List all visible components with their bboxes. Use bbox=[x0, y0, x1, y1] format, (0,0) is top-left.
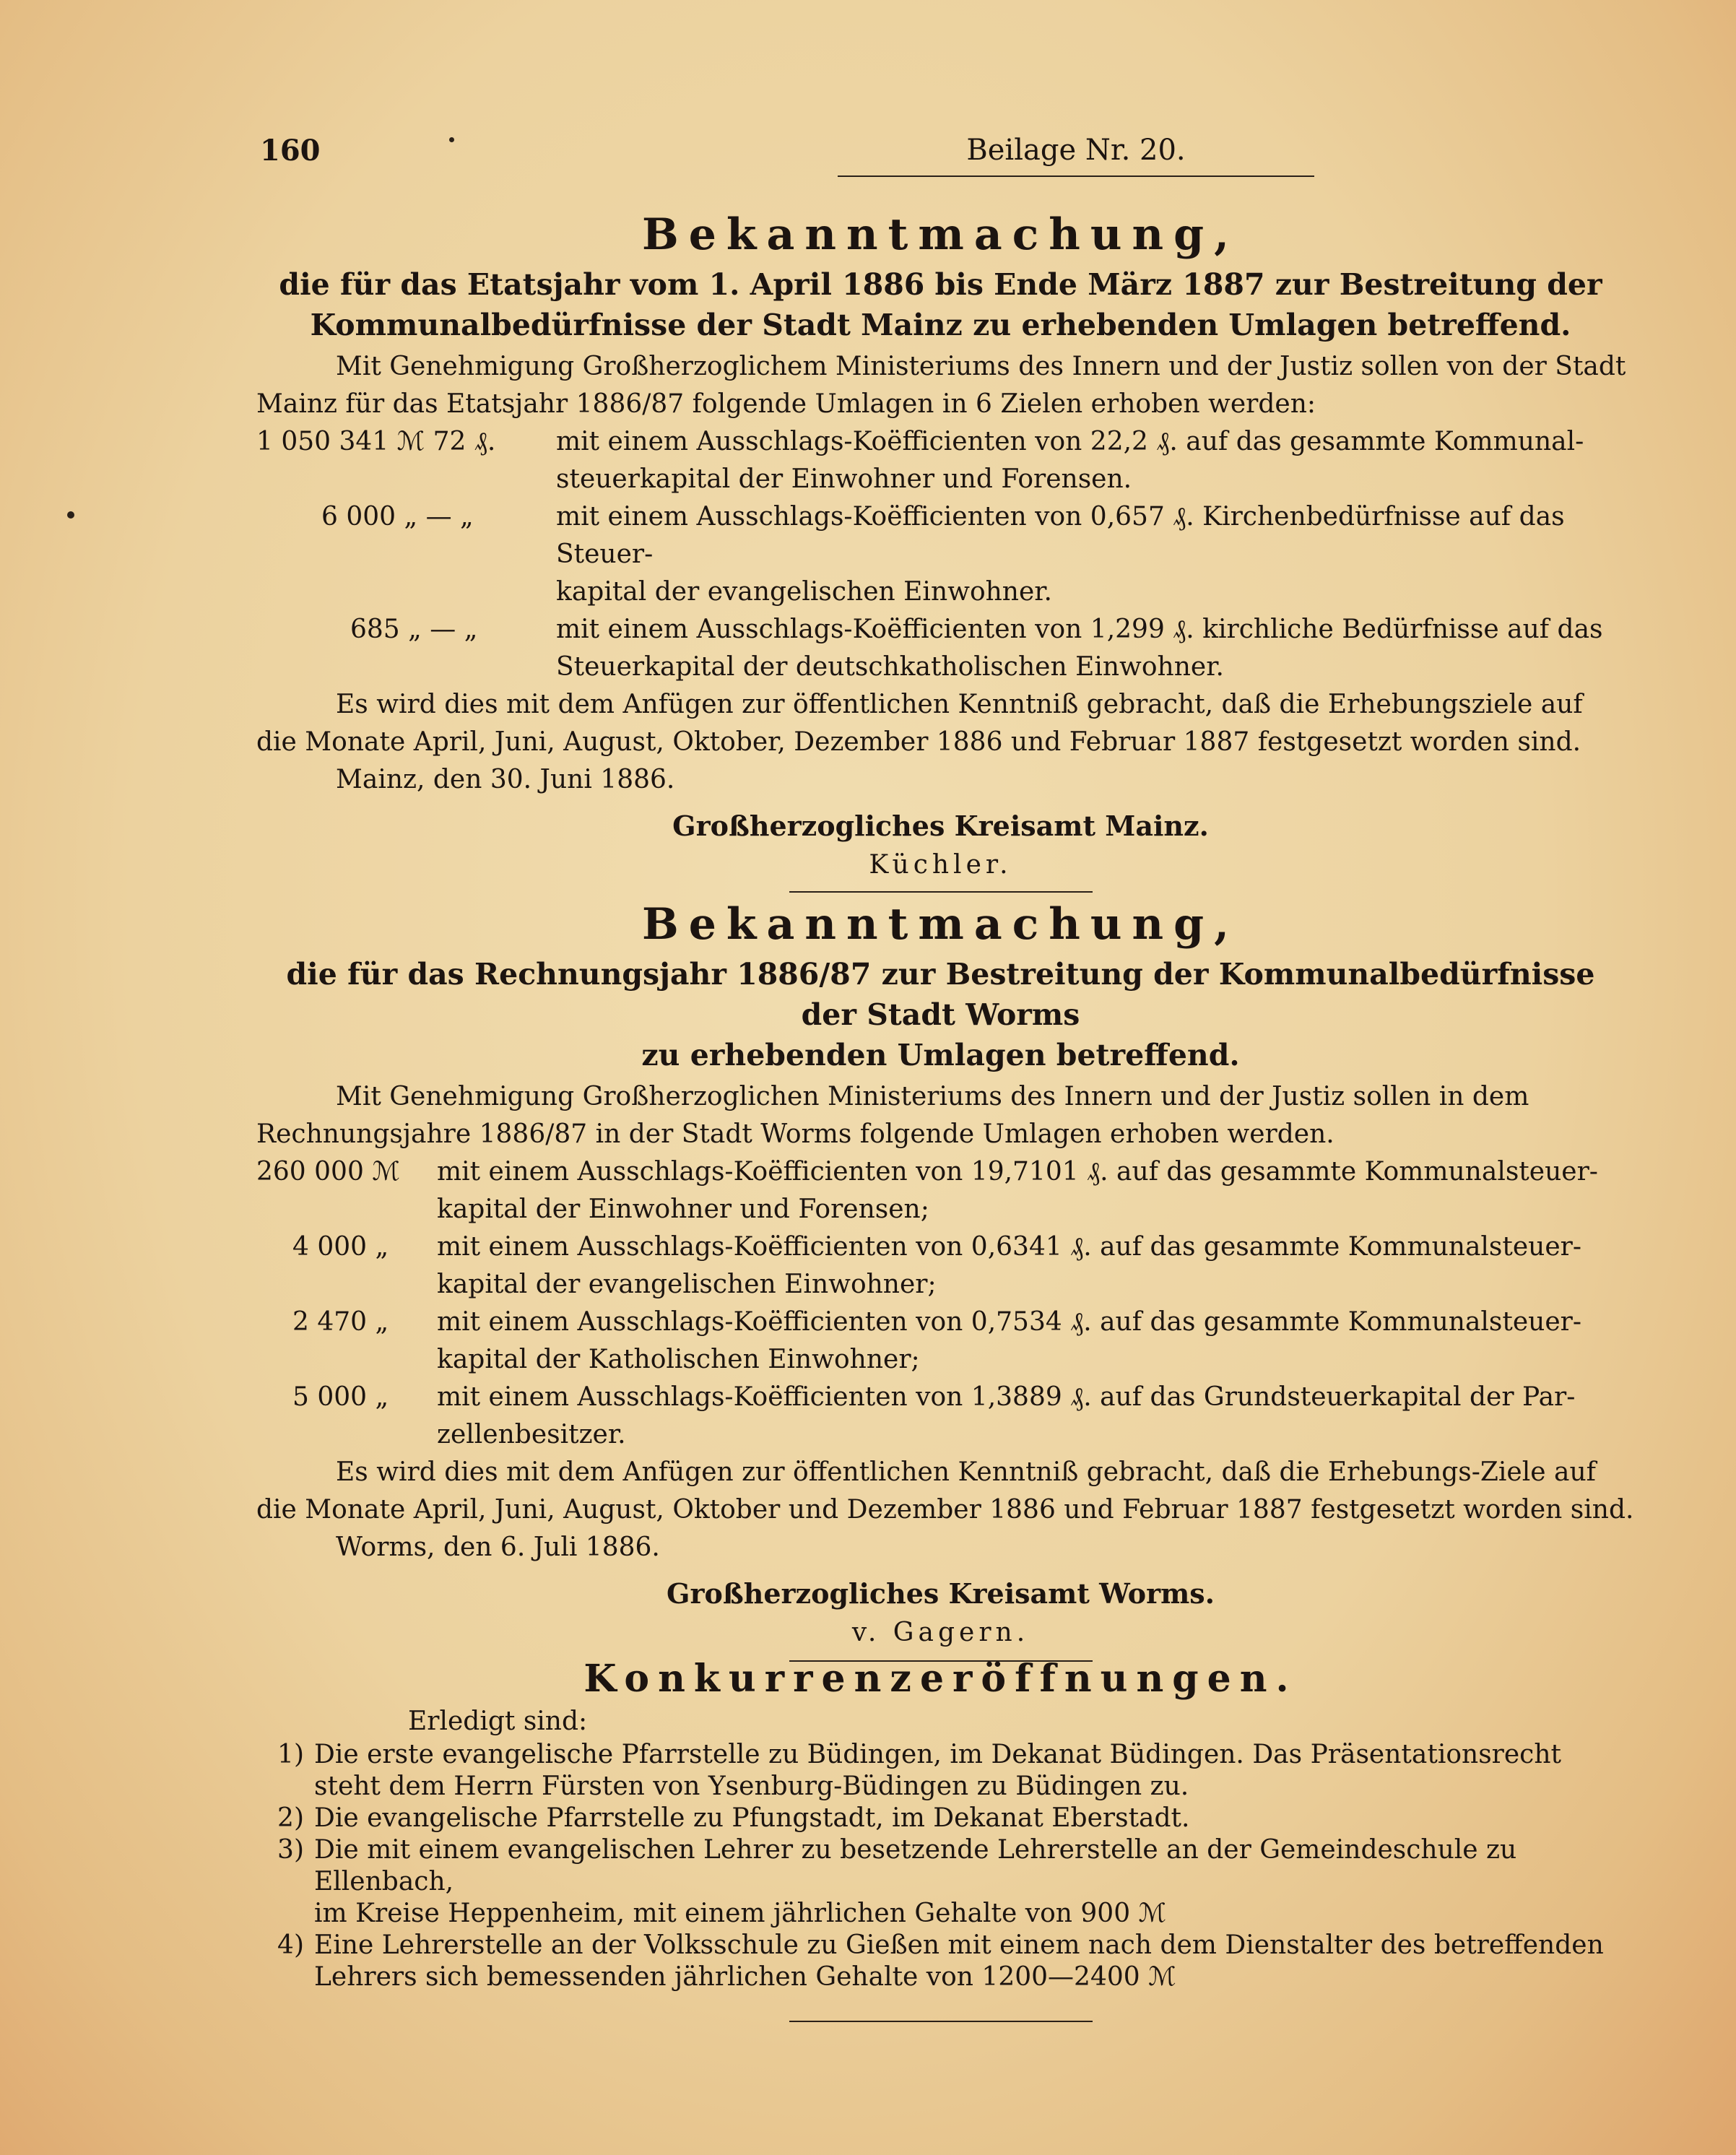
levy-text: kapital der Einwohner und Forensen; bbox=[437, 1194, 929, 1224]
levy-text: steuerkapital der Einwohner und Forensen. bbox=[556, 464, 1132, 494]
vacancy-text: Die mit einem evangelischen Lehrer zu besetzende Lehrerstelle an der Gemeindeschule zu Ellenbach, bbox=[314, 1835, 1517, 1896]
vacancy-text: Eine Lehrerstelle an der Volksschule zu Gießen mit einem nach dem Dienstalter des betreffenden bbox=[314, 1930, 1604, 1960]
header-underline bbox=[838, 175, 1314, 177]
levy-item bbox=[256, 1228, 1625, 1304]
levy-item bbox=[256, 498, 1625, 611]
levy-item bbox=[256, 611, 1625, 686]
levy-amount: 685 „ — „ bbox=[350, 615, 478, 644]
levy-text: Steuerkapital der deutschkatholischen Einwohner. bbox=[556, 652, 1224, 682]
section-divider bbox=[789, 2021, 1093, 2022]
notice-closing: Es wird dies mit dem Anfügen zur öffentlichen Kenntniß gebracht, daß die Erhebungs-Ziele auf bbox=[336, 1457, 1596, 1487]
notice-intro: Mit Genehmigung Großherzoglichem Ministeriums des Innern und der Justiz sollen von der Stadt bbox=[336, 352, 1626, 381]
notice-closing: Es wird dies mit dem Anfügen zur öffentlichen Kenntniß gebracht, daß die Erhebungsziele auf bbox=[336, 690, 1583, 719]
levy-text: mit einem Ausschlags-Koëfficienten von 1,299 ₰. kirchliche Bedürfnisse auf das bbox=[556, 615, 1603, 644]
notice-intro: Mainz für das Etatsjahr 1886/87 folgende Umlagen in 6 Zielen erhoben werden: bbox=[256, 389, 1316, 419]
levy-item bbox=[256, 1379, 1625, 1454]
notice-subtitle: die für das Etatsjahr vom 1. April 1886 bis Ende März 1887 zur Bestreitung der bbox=[279, 267, 1602, 302]
place-date: Worms, den 6. Juli 1886. bbox=[336, 1532, 660, 1562]
levy-text: kapital der evangelischen Einwohner. bbox=[556, 577, 1052, 607]
notice-subtitle: zu erhebenden Umlagen betreffend. bbox=[641, 1038, 1240, 1072]
notice-subtitle: die für das Rechnungsjahr 1886/87 zur Bestreitung der Kommunalbedürfnisse der Stadt Worms bbox=[286, 957, 1595, 1032]
notice-title: Bekanntmachung, bbox=[642, 209, 1239, 260]
vacancy-text: Lehrers sich bemessenden jährlichen Gehalte von 1200—2400 ℳ bbox=[314, 1962, 1176, 1992]
vacancy-item bbox=[256, 1834, 1625, 1930]
section-divider bbox=[789, 891, 1093, 893]
notice-title: Bekanntmachung, bbox=[642, 899, 1239, 950]
levy-text: mit einem Ausschlags-Koëfficienten von 0,657 ₰. Kirchenbedürfnisse auf das Steuer- bbox=[556, 502, 1565, 569]
levy-text: mit einem Ausschlags-Koëfficienten von 1,3889 ₰. auf das Grundsteuerkapital der Par- bbox=[437, 1382, 1576, 1412]
levy-amount: 260 000 ℳ bbox=[256, 1157, 400, 1187]
notice-subtitle: Kommunalbedürfnisse der Stadt Mainz zu erhebenden Umlagen betreffend. bbox=[310, 308, 1571, 342]
issuing-office: Großherzogliches Kreisamt Mainz. bbox=[672, 810, 1209, 842]
levy-amount: 5 000 „ bbox=[292, 1382, 389, 1412]
levy-item bbox=[256, 423, 1625, 498]
vacancy-item bbox=[256, 1803, 1625, 1834]
ink-speck bbox=[67, 511, 74, 519]
levy-text: mit einem Ausschlags-Koëfficienten von 22,2 ₰. auf das gesammte Kommunal- bbox=[556, 427, 1584, 456]
levy-amount: 4 000 „ bbox=[292, 1232, 389, 1262]
notice-closing: die Monate April, Juni, August, Oktober, Dezember 1886 und Februar 1887 festgesetzt worden sind. bbox=[256, 727, 1581, 757]
page-number: 160 bbox=[260, 134, 321, 168]
vacancy-number: 4) bbox=[277, 1930, 304, 1960]
vacancy-text: Die erste evangelische Pfarrstelle zu Büdingen, im Dekanat Büdingen. Das Präsentationsrecht bbox=[314, 1740, 1561, 1769]
notice-mainz bbox=[256, 209, 1625, 893]
vacancies-section bbox=[256, 1654, 1625, 2022]
levy-text: kapital der Katholischen Einwohner; bbox=[437, 1345, 920, 1374]
levy-amount: 2 470 „ bbox=[292, 1307, 389, 1337]
signer: v. Gagern. bbox=[851, 1618, 1030, 1647]
vacancy-number: 2) bbox=[277, 1803, 304, 1833]
levy-amount: 1 050 341 ℳ 72 ₰. bbox=[256, 427, 496, 456]
place-date: Mainz, den 30. Juni 1886. bbox=[336, 765, 675, 794]
vacancy-text: steht dem Herrn Fürsten von Ysenburg-Büdingen zu Büdingen zu. bbox=[314, 1772, 1189, 1801]
vacancy-item bbox=[256, 1739, 1625, 1803]
notice-closing: die Monate April, Juni, August, Oktober und Dezember 1886 und Februar 1887 festgesetzt worden sind. bbox=[256, 1495, 1634, 1525]
vacancy-number: 1) bbox=[277, 1740, 304, 1769]
levy-text: mit einem Ausschlags-Koëfficienten von 0,7534 ₰. auf das gesammte Kommunalsteuer- bbox=[437, 1307, 1582, 1337]
levy-text: mit einem Ausschlags-Koëfficienten von 0,6341 ₰. auf das gesammte Kommunalsteuer- bbox=[437, 1232, 1582, 1262]
running-title: Beilage Nr. 20. bbox=[966, 134, 1186, 167]
notice-intro: Rechnungsjahre 1886/87 in der Stadt Worms folgende Umlagen erhoben werden. bbox=[256, 1119, 1334, 1149]
levy-text: zellenbesitzer. bbox=[437, 1420, 626, 1449]
levy-item bbox=[256, 1153, 1625, 1228]
vacancy-number: 3) bbox=[277, 1835, 304, 1865]
section-title: Konkurrenzeröffnungen. bbox=[583, 1657, 1298, 1701]
notice-worms bbox=[256, 899, 1634, 1662]
vacancies-intro: Erledigt sind: bbox=[408, 1707, 588, 1736]
issuing-office: Großherzogliches Kreisamt Worms. bbox=[667, 1577, 1215, 1610]
vacancy-text: Die evangelische Pfarrstelle zu Pfungstadt, im Dekanat Eberstadt. bbox=[314, 1803, 1190, 1833]
levy-amount: 6 000 „ — „ bbox=[321, 502, 474, 532]
page-header bbox=[260, 134, 1632, 177]
levy-item bbox=[256, 1304, 1625, 1379]
signer: Küchler. bbox=[869, 850, 1012, 880]
notice-intro: Mit Genehmigung Großherzoglichen Ministeriums des Innern und der Justiz sollen in dem bbox=[336, 1082, 1529, 1111]
vacancy-item bbox=[256, 1930, 1625, 1993]
levy-text: mit einem Ausschlags-Koëfficienten von 19,7101 ₰. auf das gesammte Kommunalsteuer- bbox=[437, 1157, 1598, 1187]
vacancy-text: im Kreise Heppenheim, mit einem jährlichen Gehalte von 900 ℳ bbox=[314, 1899, 1167, 1928]
levy-text: kapital der evangelischen Einwohner; bbox=[437, 1270, 937, 1299]
